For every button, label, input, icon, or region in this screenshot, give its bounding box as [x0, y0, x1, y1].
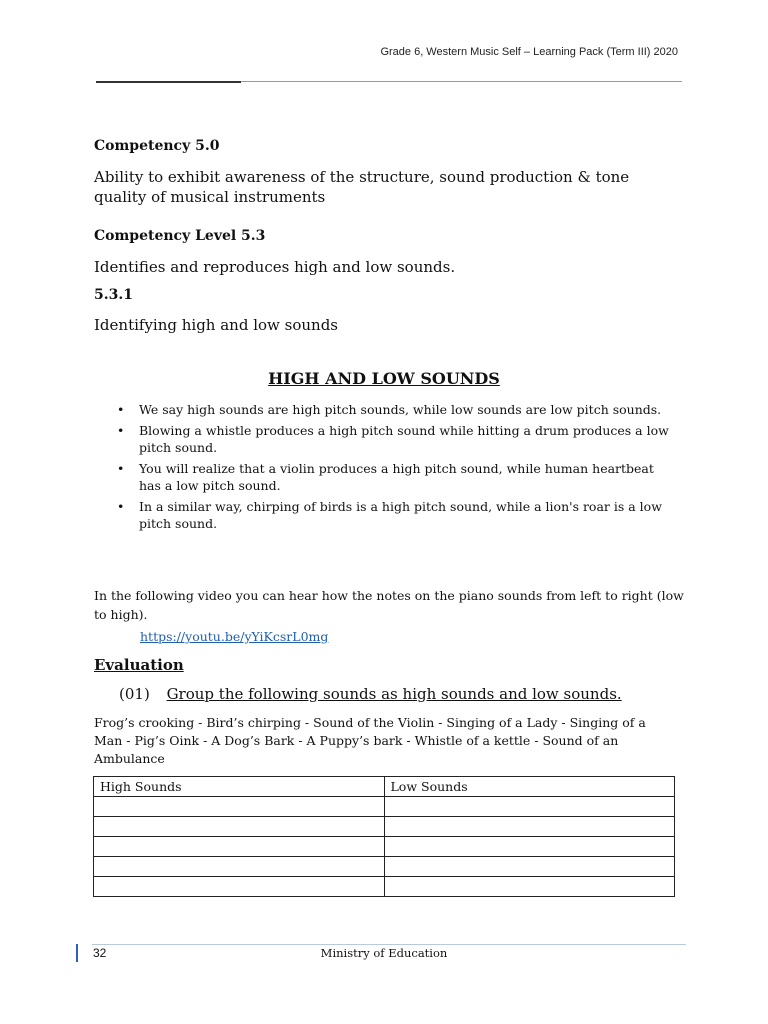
page-header: Grade 6, Western Music Self – Learning Pack (Term III) 2020 — [380, 46, 678, 58]
competency-level-heading: Competency Level 5.3 — [94, 228, 266, 244]
competency-level-description: Identifies and reproduces high and low sounds. — [94, 258, 456, 276]
competency-description: Ability to exhibit awareness of the structure, sound production & tone quality of musical instruments — [94, 168, 630, 206]
header-low-sounds: Low Sounds — [384, 777, 675, 797]
header-rule — [96, 81, 682, 82]
header-high-sounds: High Sounds — [94, 777, 385, 797]
footer-rule — [92, 944, 686, 945]
table-row — [94, 817, 675, 837]
footer-text: Ministry of Education — [320, 946, 448, 960]
table-row — [94, 797, 675, 817]
low-sound-cell[interactable] — [384, 857, 675, 877]
page-number: 32 — [93, 946, 107, 960]
list-item: • You will realize that a violin produces a high pitch sound, while human heartbeat has a low pitch sound. — [117, 460, 677, 494]
question-number: (01) — [119, 685, 150, 703]
high-sound-cell[interactable] — [94, 857, 385, 877]
section-title: HIGH AND LOW SOUNDS — [268, 369, 500, 388]
question-text: Group the following sounds as high sounds and low sounds. — [166, 685, 622, 703]
list-item: • We say high sounds are high pitch sounds, while low sounds are low pitch sounds. — [117, 401, 677, 418]
video-link[interactable]: https://youtu.be/yYiKcsrL0mg — [140, 629, 329, 644]
video-paragraph: In the following video you can hear how the notes on the piano sounds from left to right (low to high). — [94, 588, 684, 622]
low-sound-cell[interactable] — [384, 837, 675, 857]
list-item: • In a similar way, chirping of birds is a high pitch sound, while a lion's roar is a low pitch sound. — [117, 498, 677, 532]
low-sound-cell[interactable] — [384, 797, 675, 817]
low-sound-cell[interactable] — [384, 877, 675, 897]
bullet-list — [117, 401, 677, 536]
subsection-number: 5.3.1 — [94, 287, 133, 303]
table-row — [94, 837, 675, 857]
table-row — [94, 857, 675, 877]
table-row — [94, 877, 675, 897]
high-sound-cell[interactable] — [94, 817, 385, 837]
sounds-table — [93, 776, 675, 897]
sound-items-list: Frog’s crooking - Bird’s chirping - Sound of the Violin - Singing of a Lady - Singing of a Man - Pig’s Oink - A Dog’s Bark - A Puppy’s bark - Whistle of a kettle - Sound of an Ambulance — [94, 715, 646, 766]
low-sound-cell[interactable] — [384, 817, 675, 837]
high-sound-cell[interactable] — [94, 797, 385, 817]
table-header-row — [94, 777, 675, 797]
competency-heading: Competency 5.0 — [94, 138, 220, 154]
high-sound-cell[interactable] — [94, 877, 385, 897]
high-sound-cell[interactable] — [94, 837, 385, 857]
subsection-description: Identifying high and low sounds — [94, 316, 338, 334]
evaluation-heading: Evaluation — [94, 656, 184, 674]
question-1 — [119, 685, 622, 703]
list-item: • Blowing a whistle produces a high pitch sound while hitting a drum produces a low pitch sound. — [117, 422, 677, 456]
